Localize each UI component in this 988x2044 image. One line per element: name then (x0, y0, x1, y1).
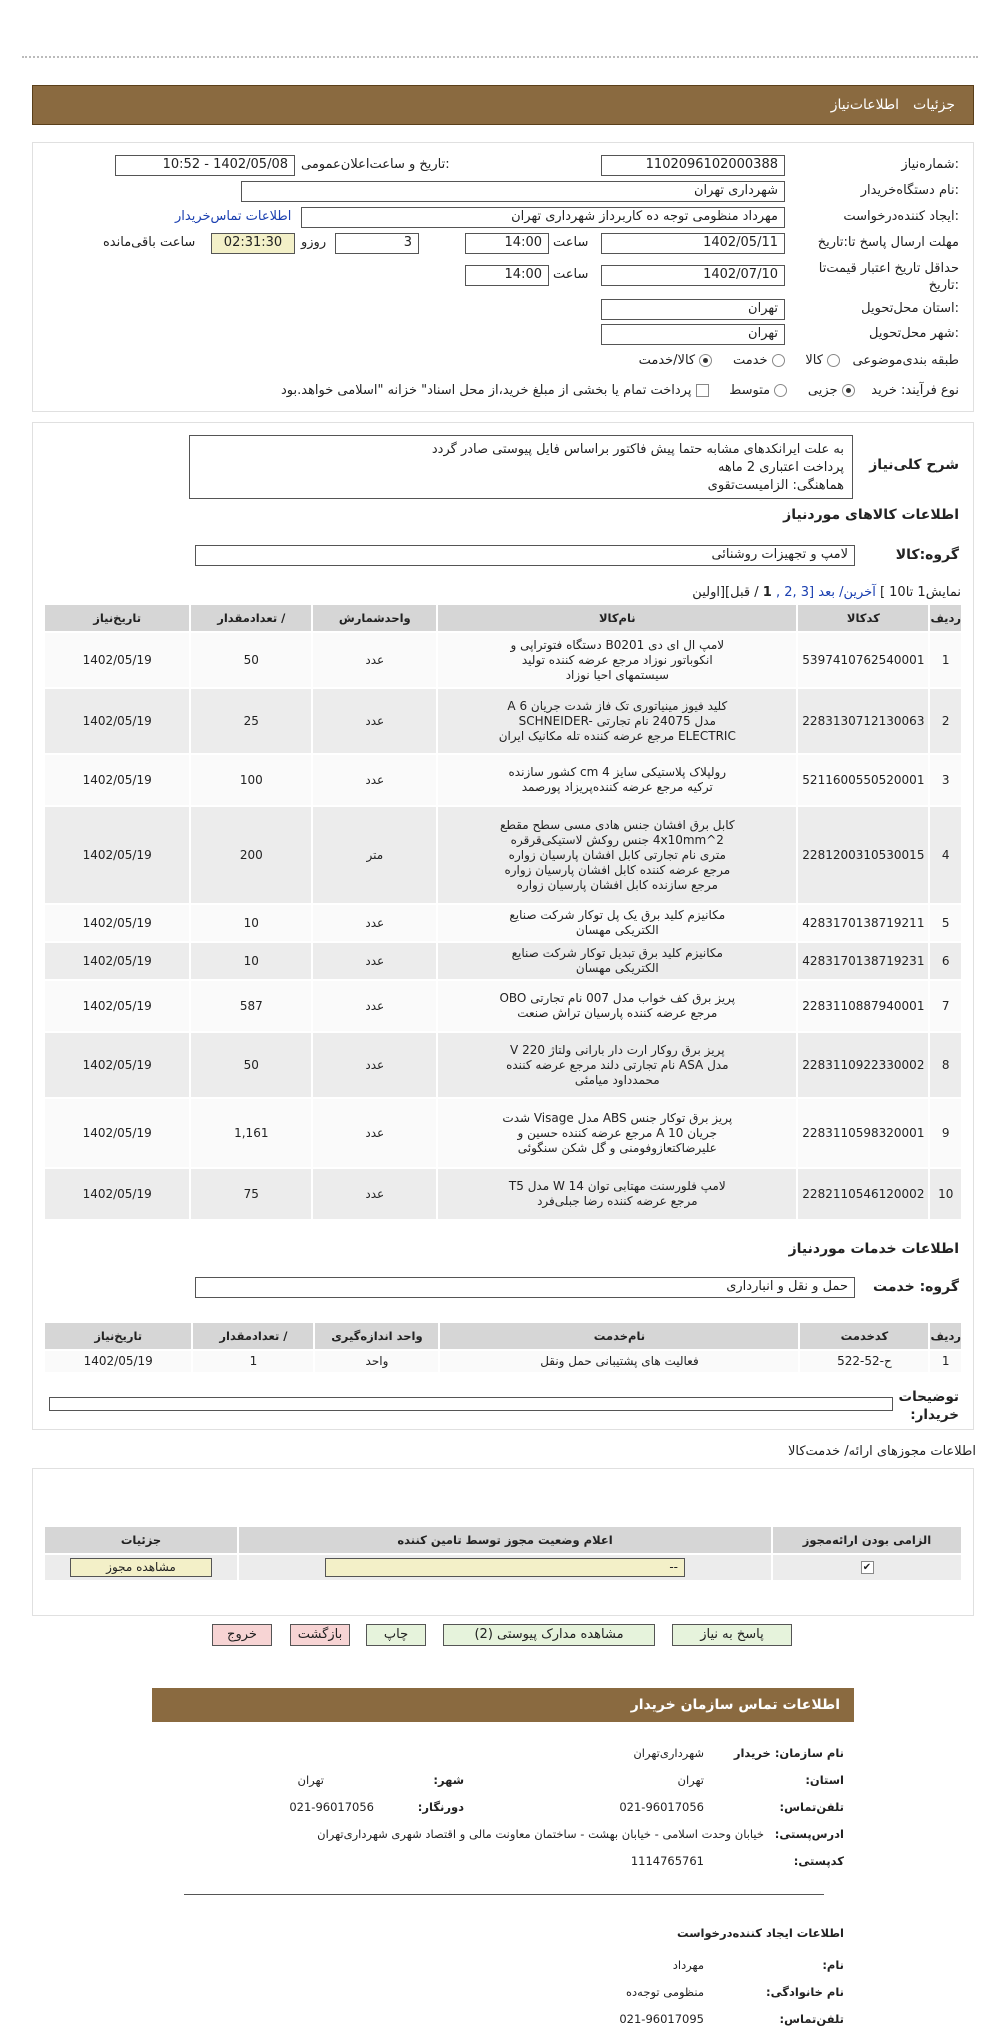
table-row (44, 1554, 962, 1581)
table-row (44, 806, 962, 904)
goods-cell-qty: 587 (190, 980, 312, 1032)
summary-line-1: به علت ایرانکدهای مشابه حتما پیش فاکتور براساس فایل پیوستی صادر گردد (431, 442, 844, 457)
prov-label: استان: (805, 1773, 844, 1787)
goods-cell-date: 1402/05/19 (44, 980, 190, 1032)
radio-service[interactable] (772, 354, 785, 367)
goods-cell-code: 5397410762540001 (797, 632, 929, 688)
print-button[interactable]: چاپ (366, 1624, 426, 1646)
permits-panel (32, 1468, 974, 1616)
table-row (44, 1098, 962, 1168)
days-label: روزو (301, 235, 327, 250)
notes-label-2: خریدار: (910, 1407, 959, 1423)
goods-cell-unit: عدد (312, 942, 437, 980)
org-label: نام سازمان: خریدار (733, 1746, 844, 1760)
addr-label: ادرس‌پستی: (774, 1827, 844, 1841)
goods-cell-qty: 10 (190, 904, 312, 942)
table-row (44, 980, 962, 1032)
buyer-field: شهرداری تهران (241, 181, 785, 202)
permit-header-status: اعلام وضعیت مجوز توسط تامین کننده (238, 1526, 772, 1554)
zip-value: 1114765761 (630, 1854, 704, 1868)
table-row (44, 1350, 962, 1373)
tab-need-info[interactable]: اطلاعات‌نیاز (830, 97, 900, 113)
paging-current: 1 (762, 585, 772, 600)
table-row (44, 754, 962, 806)
reply-button[interactable]: پاسخ به نیاز (672, 1624, 792, 1646)
city-label: شهر محل‌تحویل: (869, 326, 959, 341)
goods-cell-code: 4283170138719211 (797, 904, 929, 942)
svc-header-name: نام‌خدمت (439, 1322, 799, 1350)
goods-header-unit: واحدشمارش (312, 604, 437, 632)
permit-required-checkbox[interactable]: ✔ (861, 1561, 874, 1574)
creator-tel-value: 021-96017095 (619, 2012, 704, 2026)
radio-goods-label: کالا (805, 353, 823, 368)
treasury-note: پرداخت تمام یا بخشی از مبلغ خرید،از محل اسناد" خزانه "اسلامی خواهد.بود (280, 383, 692, 398)
svc-cell-qty: 1 (192, 1350, 314, 1373)
summary-box (189, 435, 853, 499)
category-label: طبقه بندی‌موضوعی (852, 353, 959, 368)
goods-cell-code: 2283110922330002 (797, 1032, 929, 1098)
remaining-timer: 02:31:30 (211, 233, 295, 254)
buyer-label: نام دستگاه‌خریدار: (860, 183, 959, 198)
permit-status-cell (238, 1554, 772, 1581)
svc-cell-name: فعالیت های پشتیبانی حمل ونقل (439, 1350, 799, 1373)
table-row (44, 632, 962, 688)
goods-cell-qty: 50 (190, 1032, 312, 1098)
goods-cell-date: 1402/05/19 (44, 688, 190, 754)
tab-details[interactable]: جزئیات (913, 97, 955, 113)
permit-header-details: جزئیات (44, 1526, 238, 1554)
goods-cell-qty: 10 (190, 942, 312, 980)
contact-divider (184, 1894, 824, 1895)
buyer-contact-link[interactable]: اطلاعات تماس‌خریدار (175, 209, 292, 224)
goods-cell-name: مکانیزم کلید برق تبدیل توکار شرکت صنایع الکتریکی مهسان (437, 942, 797, 980)
goods-cell-row-no: 8 (929, 1032, 962, 1098)
goods-header-name: نام‌کالا (437, 604, 797, 632)
radio-medium[interactable] (774, 384, 787, 397)
paging-range: نمایش1 تا10 ] (879, 585, 961, 600)
svc-cell-code: ح-52-522 (799, 1350, 929, 1373)
exit-button[interactable]: خروج (212, 1624, 272, 1646)
process-label: نوع فرآیند: خرید (871, 383, 959, 398)
permit-details-cell (44, 1554, 238, 1581)
permit-status-field: -- (325, 1558, 685, 1577)
goods-cell-unit: عدد (312, 904, 437, 942)
goods-cell-unit: عدد (312, 754, 437, 806)
days-field: 3 (335, 233, 419, 254)
summary-line-3: هماهنگی: الزامیست‌تقوی (707, 478, 844, 493)
svc-header-unit: واحد اندازه‌گیری (314, 1322, 439, 1350)
goods-title: اطلاعات کالاهای موردنیاز (783, 507, 959, 523)
goods-cell-code: 2282110546120002 (797, 1168, 929, 1220)
services-table (43, 1321, 963, 1374)
paging-prev-first: / قبل][اولین (692, 585, 763, 600)
svc-header-qty: / تعدادمقدار (192, 1322, 314, 1350)
notes-label-1: توضیحات (898, 1389, 959, 1405)
goods-cell-date: 1402/05/19 (44, 1098, 190, 1168)
goods-cell-row-no: 7 (929, 980, 962, 1032)
goods-cell-date: 1402/05/19 (44, 904, 190, 942)
radio-minor-label: جزیی (807, 383, 838, 398)
goods-cell-code: 2283110887940001 (797, 980, 929, 1032)
goods-cell-name: مکانیزم کلید برق یک پل توکار شرکت صنایع الکتریکی مهسان (437, 904, 797, 942)
contact-city-label: شهر: (433, 1773, 464, 1787)
summary-label: شرح کلی‌نیاز (869, 457, 959, 473)
radio-goods[interactable] (827, 354, 840, 367)
permit-required-cell (772, 1554, 962, 1581)
permits-title: اطلاعات مجوزهای ارائه/ خدمت‌کالا (787, 1444, 976, 1459)
goods-group-label: گروه:کالا (895, 547, 959, 563)
goods-cell-name: کابل برق افشان جنس هادی مسی سطح مقطع 2^4x10mm جنس روکش لاستیکی‌قرقره متری نام تجارتی کابل افشان پارسیان زواره مرجع عرضه کننده کابل افشان پارسیان زواره مرجع سازنده کابل افشان پارسیان زواره (437, 806, 797, 904)
summary-line-2: پرداخت اعتباری 2 ماهه (717, 460, 844, 475)
radio-goods-service[interactable] (699, 354, 712, 367)
goods-cell-code: 4283170138719231 (797, 942, 929, 980)
goods-cell-unit: عدد (312, 688, 437, 754)
treasury-checkbox[interactable] (696, 384, 709, 397)
tel-value: 021-96017056 (619, 1800, 704, 1814)
fax-label: دورنگار: (417, 1800, 464, 1814)
goods-cell-qty: 25 (190, 688, 312, 754)
goods-cell-name: پریز برق روکار ارت دار بارانی ولتاژ 220 V مدل ASA نام تجارتی دلند مرجع عرضه کننده محمدداود میامئی (437, 1032, 797, 1098)
contact-section (152, 1736, 854, 2044)
announce-field: 1402/05/08 - 10:52 (115, 155, 295, 176)
prov-value: تهران (677, 1773, 704, 1787)
goods-cell-unit: عدد (312, 980, 437, 1032)
permits-table (43, 1525, 963, 1582)
goods-cell-row-no: 6 (929, 942, 962, 980)
radio-minor[interactable] (842, 384, 855, 397)
zip-label: کد‌پستی: (793, 1854, 844, 1868)
need-no-label: شماره‌نیاز: (901, 157, 959, 172)
province-field: تهران (601, 299, 785, 320)
page-header (32, 85, 974, 125)
svc-header-row-no: ردیف (929, 1322, 962, 1350)
addr-value: خیابان وحدت اسلامی - خیابان بهشت - ساختمان معاونت مالی و اقتصاد شهری شهرداری‌تهران (317, 1827, 764, 1841)
deadline-label: مهلت ارسال پاسخ تا:تاریخ (817, 235, 959, 250)
goods-cell-row-no: 9 (929, 1098, 962, 1168)
goods-cell-row-no: 5 (929, 904, 962, 942)
goods-header-code: کدکالا (797, 604, 929, 632)
goods-cell-unit: عدد (312, 1098, 437, 1168)
goods-cell-unit: عدد (312, 632, 437, 688)
min-validity-time-field: 14:00 (465, 265, 549, 286)
goods-cell-qty: 200 (190, 806, 312, 904)
goods-cell-date: 1402/05/19 (44, 754, 190, 806)
table-row (44, 904, 962, 942)
goods-cell-code: 5211600550520001 (797, 754, 929, 806)
goods-cell-row-no: 3 (929, 754, 962, 806)
creator-tel-label: تلفن‌تماس: (779, 2012, 844, 2026)
pagination (692, 585, 961, 600)
paging-pages-link[interactable]: [3 ,2 , (775, 585, 815, 600)
min-validity-time-label: ساعت (553, 267, 589, 282)
goods-cell-code: 2283130712130063 (797, 688, 929, 754)
org-value: شهرداری‌تهران (633, 1746, 704, 1760)
top-divider (22, 56, 978, 58)
need-info-panel (32, 142, 974, 412)
goods-cell-date: 1402/05/19 (44, 632, 190, 688)
table-row (44, 942, 962, 980)
goods-group-field: لامپ و تجهیزات روشنائی (195, 545, 855, 566)
deadline-time-label: ساعت (553, 235, 589, 250)
goods-cell-unit: عدد (312, 1032, 437, 1098)
notes-field (49, 1397, 893, 1411)
deadline-time-field: 14:00 (465, 233, 549, 254)
goods-cell-date: 1402/05/19 (44, 806, 190, 904)
creator-label: ایجاد کننده‌درخواست: (843, 209, 959, 224)
min-validity-label-1: حداقل تاریخ اعتبار قیمت‌تا (818, 261, 959, 276)
name-value: مهرداد (672, 1958, 704, 1972)
deadline-date-field: 1402/05/11 (601, 233, 785, 254)
province-label: استان محل‌تحویل: (861, 301, 959, 316)
table-row (44, 1032, 962, 1098)
table-row (44, 1168, 962, 1220)
goods-cell-code: 2281200310530015 (797, 806, 929, 904)
goods-cell-name: پریز برق توکار جنس ABS مدل Visage شدت جریان 10 A مرجع عرضه کننده حسین و علیرضاکتعازوفومنی و گل شکن سنگوئی (437, 1098, 797, 1168)
svc-cell-row-no: 1 (929, 1350, 962, 1373)
family-label: نام خانوادگی: (766, 1985, 844, 1999)
family-value: منظومی توجه‌ده (626, 1985, 704, 1999)
back-button[interactable]: بازگشت (290, 1624, 350, 1646)
contact-city-value: تهران (297, 1773, 324, 1787)
process-row (281, 383, 959, 398)
goods-cell-row-no: 4 (929, 806, 962, 904)
goods-cell-date: 1402/05/19 (44, 1168, 190, 1220)
announce-label: تاریخ و ساعت‌اعلان‌عمومی: (301, 157, 450, 172)
goods-table (43, 603, 963, 1221)
contact-header: اطلاعات تماس سازمان خریدار (152, 1688, 854, 1722)
goods-cell-date: 1402/05/19 (44, 1032, 190, 1098)
need-no-field: 1102096102000388 (601, 155, 785, 176)
svc-header-date: تاریخ‌نیاز (44, 1322, 192, 1350)
goods-cell-name: لامپ ال ای دی B0201 دستگاه فتوتراپی و انکوباتور نوزاد مرجع عرضه کننده تولید سیستمهای احیا نوزاد (437, 632, 797, 688)
goods-cell-row-no: 10 (929, 1168, 962, 1220)
city-field: تهران (601, 324, 785, 345)
view-permit-button[interactable]: مشاهده مجوز (70, 1558, 212, 1577)
services-group-label: گروه: خدمت (873, 1279, 959, 1295)
goods-cell-unit: متر (312, 806, 437, 904)
goods-cell-code: 2283110598320001 (797, 1098, 929, 1168)
creator-field: مهرداد منظومی توجه ده کاربرداز شهرداری تهران (301, 207, 785, 228)
category-row (639, 353, 959, 368)
permit-header-required: الزامی بودن ارائه‌مجوز (772, 1526, 962, 1554)
view-docs-button[interactable]: مشاهده مدارک پیوستی (2) (443, 1624, 655, 1646)
table-row (44, 688, 962, 754)
svc-header-code: کدخدمت (799, 1322, 929, 1350)
min-validity-date-field: 1402/07/10 (601, 265, 785, 286)
radio-service-label: خدمت (732, 353, 768, 368)
goods-header-row-no: ردیف (929, 604, 962, 632)
goods-cell-qty: 75 (190, 1168, 312, 1220)
paging-next-last-link[interactable]: آخرین/ بعد (814, 585, 880, 600)
goods-header-qty: / تعدادمقدار (190, 604, 312, 632)
services-group-field: حمل و نقل و انبارداری (195, 1277, 855, 1298)
goods-cell-name: کلید فیوز مینیاتوری تک فاز شدت جریان 6 A مدل 24075 نام تجارتی SCHNEIDER-ELECTRIC مرجع عرضه کننده تله مکانیک ایران (437, 688, 797, 754)
goods-cell-qty: 50 (190, 632, 312, 688)
svc-cell-date: 1402/05/19 (44, 1350, 192, 1373)
tel-label: تلفن‌تماس: (779, 1800, 844, 1814)
goods-cell-qty: 100 (190, 754, 312, 806)
services-title: اطلاعات خدمات موردنیاز (788, 1241, 959, 1257)
goods-cell-qty: 1,161 (190, 1098, 312, 1168)
goods-cell-name: پریز برق کف خواب مدل 007 نام تجارتی OBO مرجع عرضه کننده پارسیان تراش صنعت (437, 980, 797, 1032)
needs-panel (32, 422, 974, 1430)
svc-cell-unit: واحد (314, 1350, 439, 1373)
goods-cell-date: 1402/05/19 (44, 942, 190, 980)
name-label: نام: (822, 1958, 844, 1972)
remaining-label: ساعت باقی‌مانده (103, 235, 196, 250)
min-validity-label-2: تاریخ: (928, 278, 959, 293)
goods-header-date: تاریخ‌نیاز (44, 604, 190, 632)
goods-cell-row-no: 2 (929, 688, 962, 754)
creator-section-title: اطلاعات ایجاد کننده‌درخواست (677, 1926, 844, 1940)
goods-cell-name: رولپلاک پلاستیکی سایز 4 cm کشور سازنده ترکیه مرجع عرضه کننده‌پریزاد پورصمد (437, 754, 797, 806)
goods-cell-row-no: 1 (929, 632, 962, 688)
radio-goods-service-label: کالا/خدمت (638, 353, 696, 368)
goods-cell-unit: عدد (312, 1168, 437, 1220)
goods-cell-name: لامپ فلورسنت مهتابی توان 14 W مدل T5 مرجع عرضه کننده رضا جبلی‌فرد (437, 1168, 797, 1220)
fax-value: 021-96017056 (289, 1800, 374, 1814)
radio-medium-label: متوسط (729, 383, 771, 398)
